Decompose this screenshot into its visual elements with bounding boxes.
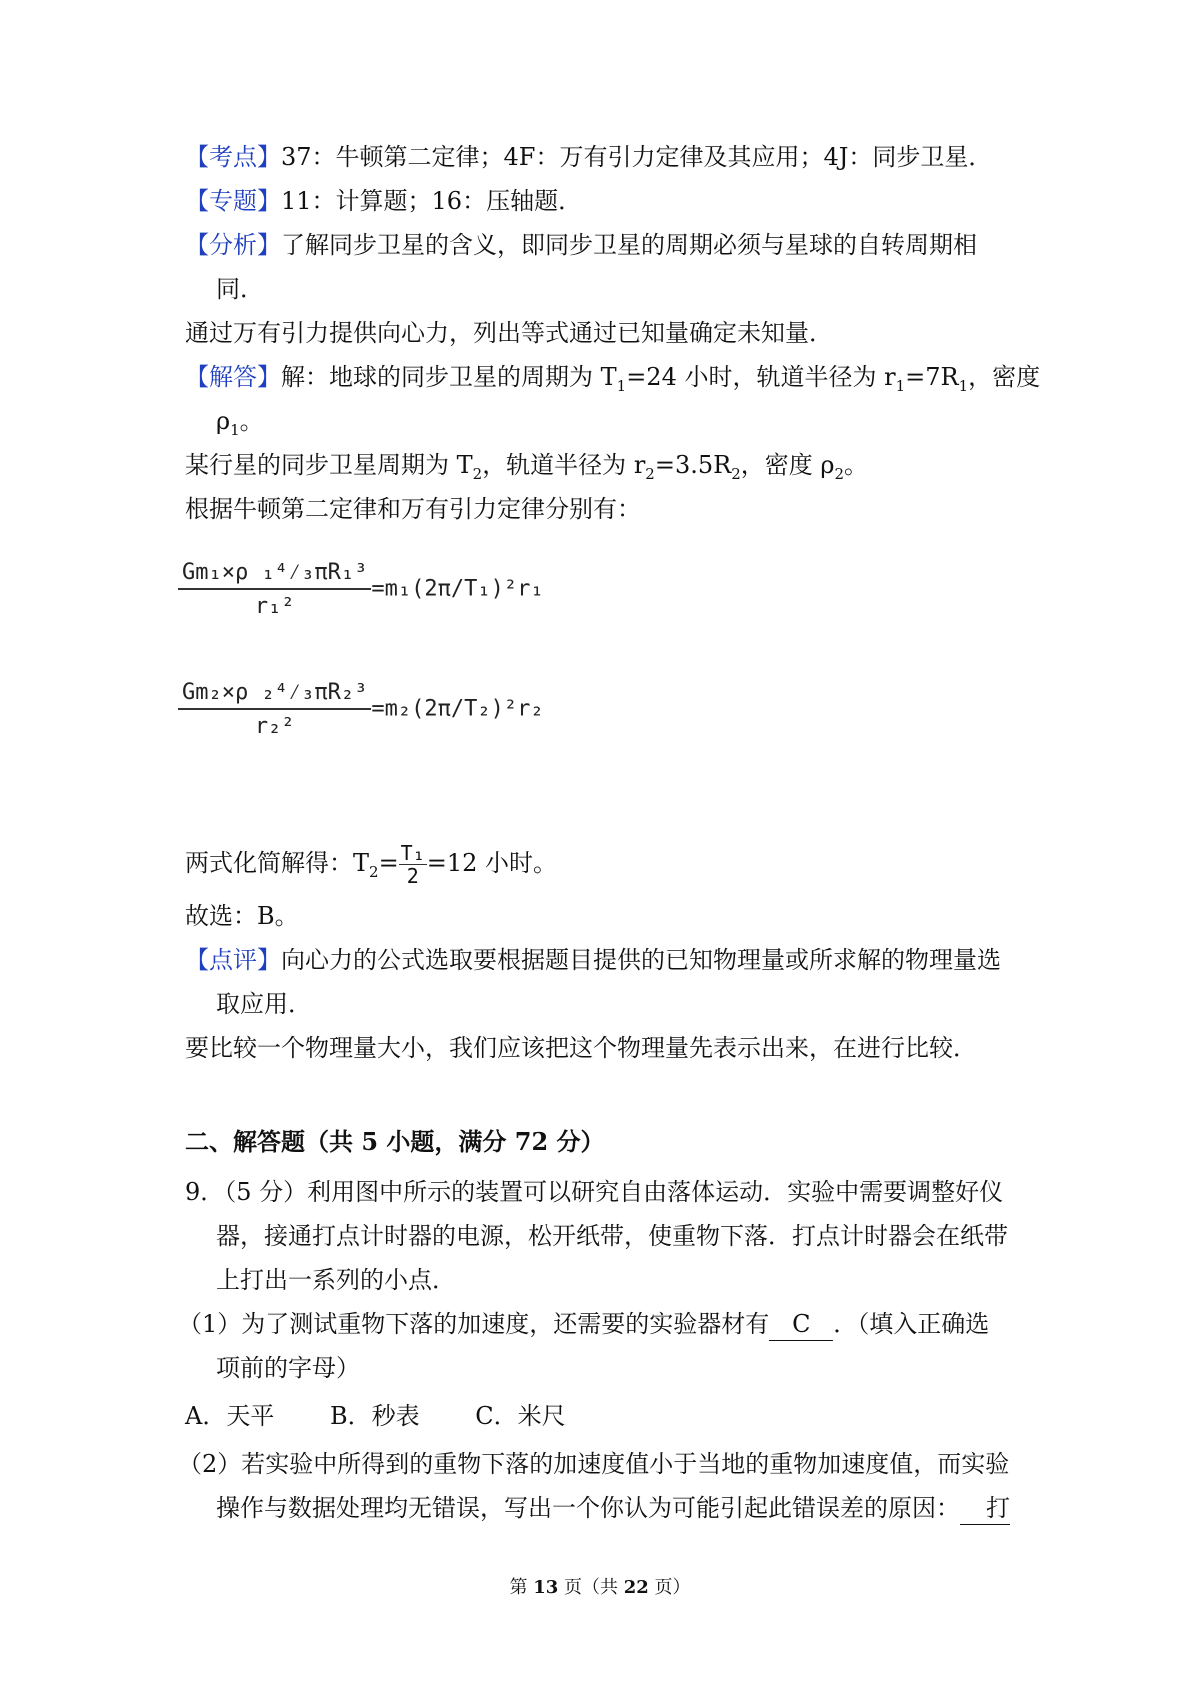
jieda-p3-c: =3.5R [654,451,732,479]
jieda-p3-sub4: 2 [834,464,845,483]
jieda-p5-c: =12 小时。 [426,849,558,877]
jieda-p3-sub1: 2 [472,464,483,483]
dianping-line-2: 取应用． [216,990,312,1018]
formula-2-denominator: r₂² [178,708,371,739]
jieda-line-6: 故选：B。 [185,902,299,930]
jieda-p1-sub1: 1 [616,376,627,395]
kaodian-tag: 【考点】 [185,143,281,171]
dianping-line-1 [185,944,1001,976]
jieda-p5-frac-den: 2 [399,864,427,887]
fenxi-line-2: 同． [216,275,264,303]
jieda-p1-c: =7R [905,363,959,391]
jieda-p2-b: 。 [239,407,264,435]
zhuanti-text: 11：计算题；16：压轴题． [281,187,583,215]
fenxi-line-1 [185,229,977,261]
page-footer [0,1573,1200,1599]
jieda-line-2 [216,405,264,437]
jieda-p1-b: =24 小时，轨道半径为 r [626,363,896,391]
q9-sub2-text: 操作与数据处理均无错误，写出一个你认为可能引起此错误差的原因： [216,1494,960,1522]
formula-2-numerator: Gm₂×ρ ₂⁴⁄₃πR₂³ [182,680,368,705]
q9-line-2: 器，接通打点计时器的电源，松开纸带，使重物下落．打点计时器会在纸带 [216,1222,1008,1250]
formula-1-numerator: Gm₁×ρ ₁⁴⁄₃πR₁³ [182,560,368,585]
jieda-p1-a: 解：地球的同步卫星的周期为 T [281,363,617,391]
jieda-line-1 [185,361,1040,393]
q9-sub1-line-2: 项前的字母） [216,1354,360,1382]
q9-line-1: 9．（5 分）利用图中所示的装置可以研究自由落体运动．实验中需要调整好仪 [185,1178,1004,1206]
jieda-line-5 [185,842,557,887]
jieda-p1-sub2: 1 [895,376,906,395]
jieda-p5-sub: 2 [369,862,379,881]
q9-sub2-answer: 打 [960,1492,1010,1525]
q9-sub2-line-1: （2）若实验中所得到的重物下落的加速度值小于当地的重物加速度值，而实验 [178,1450,1010,1478]
jieda-line-3 [185,449,868,481]
jieda-p3-sub2: 2 [645,464,655,483]
formula-2-fraction [178,680,371,739]
footer-prefix: 第 [509,1577,534,1598]
fenxi-tag: 【分析】 [185,231,281,259]
kaodian-line [185,141,992,173]
jieda-p5-b: = [378,849,399,877]
jieda-p1-sub3: 1 [958,376,969,395]
jieda-tag: 【解答】 [185,363,281,391]
q9-sub1-text-b: ．（填入正确选 [833,1310,990,1338]
formula-2 [178,680,544,739]
section-2-title: 二、解答题（共 5 小题，满分 72 分） [185,1127,605,1156]
formula-1-fraction [178,560,371,619]
jieda-p5-a: 两式化简解得：T [185,849,370,877]
q9-sub1-answer: C [769,1308,833,1341]
formula-1-denominator: r₁² [178,588,371,619]
jieda-p3-b: ，轨道半径为 r [482,451,646,479]
jieda-p5-frac-num: T₁ [400,841,425,865]
fenxi-text-1: 了解同步卫星的含义，即同步卫星的周期必须与星球的自转周期相 [281,231,977,259]
fenxi-line-3: 通过万有引力提供向心力，列出等式通过已知量确定未知量． [185,319,833,347]
dianping-text-1: 向心力的公式选取要根据题目提供的已知物理量或所求解的物理量选 [281,946,1001,974]
kaodian-text: 37：牛顿第二定律；4F：万有引力定律及其应用；4J：同步卫星． [281,143,993,171]
q9-options: A．天平 B．秒表 C．米尺 [185,1402,566,1430]
q9-line-3: 上打出一系列的小点． [216,1266,456,1294]
q9-sub1-line-1 [178,1308,989,1341]
dianping-tag: 【点评】 [185,946,281,974]
jieda-p3-a: 某行星的同步卫星周期为 T [185,451,473,479]
formula-1 [178,560,544,619]
jieda-p3-e: 。 [844,451,869,479]
footer-suffix: 页） [648,1577,691,1598]
jieda-p3-sub3: 2 [731,464,741,483]
footer-middle: 页（共 [558,1577,624,1598]
footer-page-number: 13 [533,1577,559,1598]
zhuanti-tag: 【专题】 [185,187,281,215]
zhuanti-line [185,185,582,217]
jieda-line-4: 根据牛顿第二定律和万有引力定律分别有： [185,495,641,523]
jieda-p2-sub: 1 [230,420,240,439]
footer-total-pages: 22 [623,1577,649,1598]
q9-sub1-text: （1）为了测试重物下落的加速度，还需要的实验器材有 [178,1310,770,1338]
dianping-line-3: 要比较一个物理量大小，我们应该把这个物理量先表示出来，在进行比较． [185,1034,977,1062]
jieda-p1-d: ，密度 [968,363,1041,391]
jieda-p5-fraction [399,842,427,887]
jieda-p2-a: ρ [216,407,231,435]
jieda-p3-d: ，密度 ρ [740,451,835,479]
formula-2-rhs: =m₂(2π/T₂)²r₂ [371,696,544,722]
q9-sub2-line-2 [216,1492,1010,1525]
formula-1-rhs: =m₁(2π/T₁)²r₁ [371,576,544,602]
